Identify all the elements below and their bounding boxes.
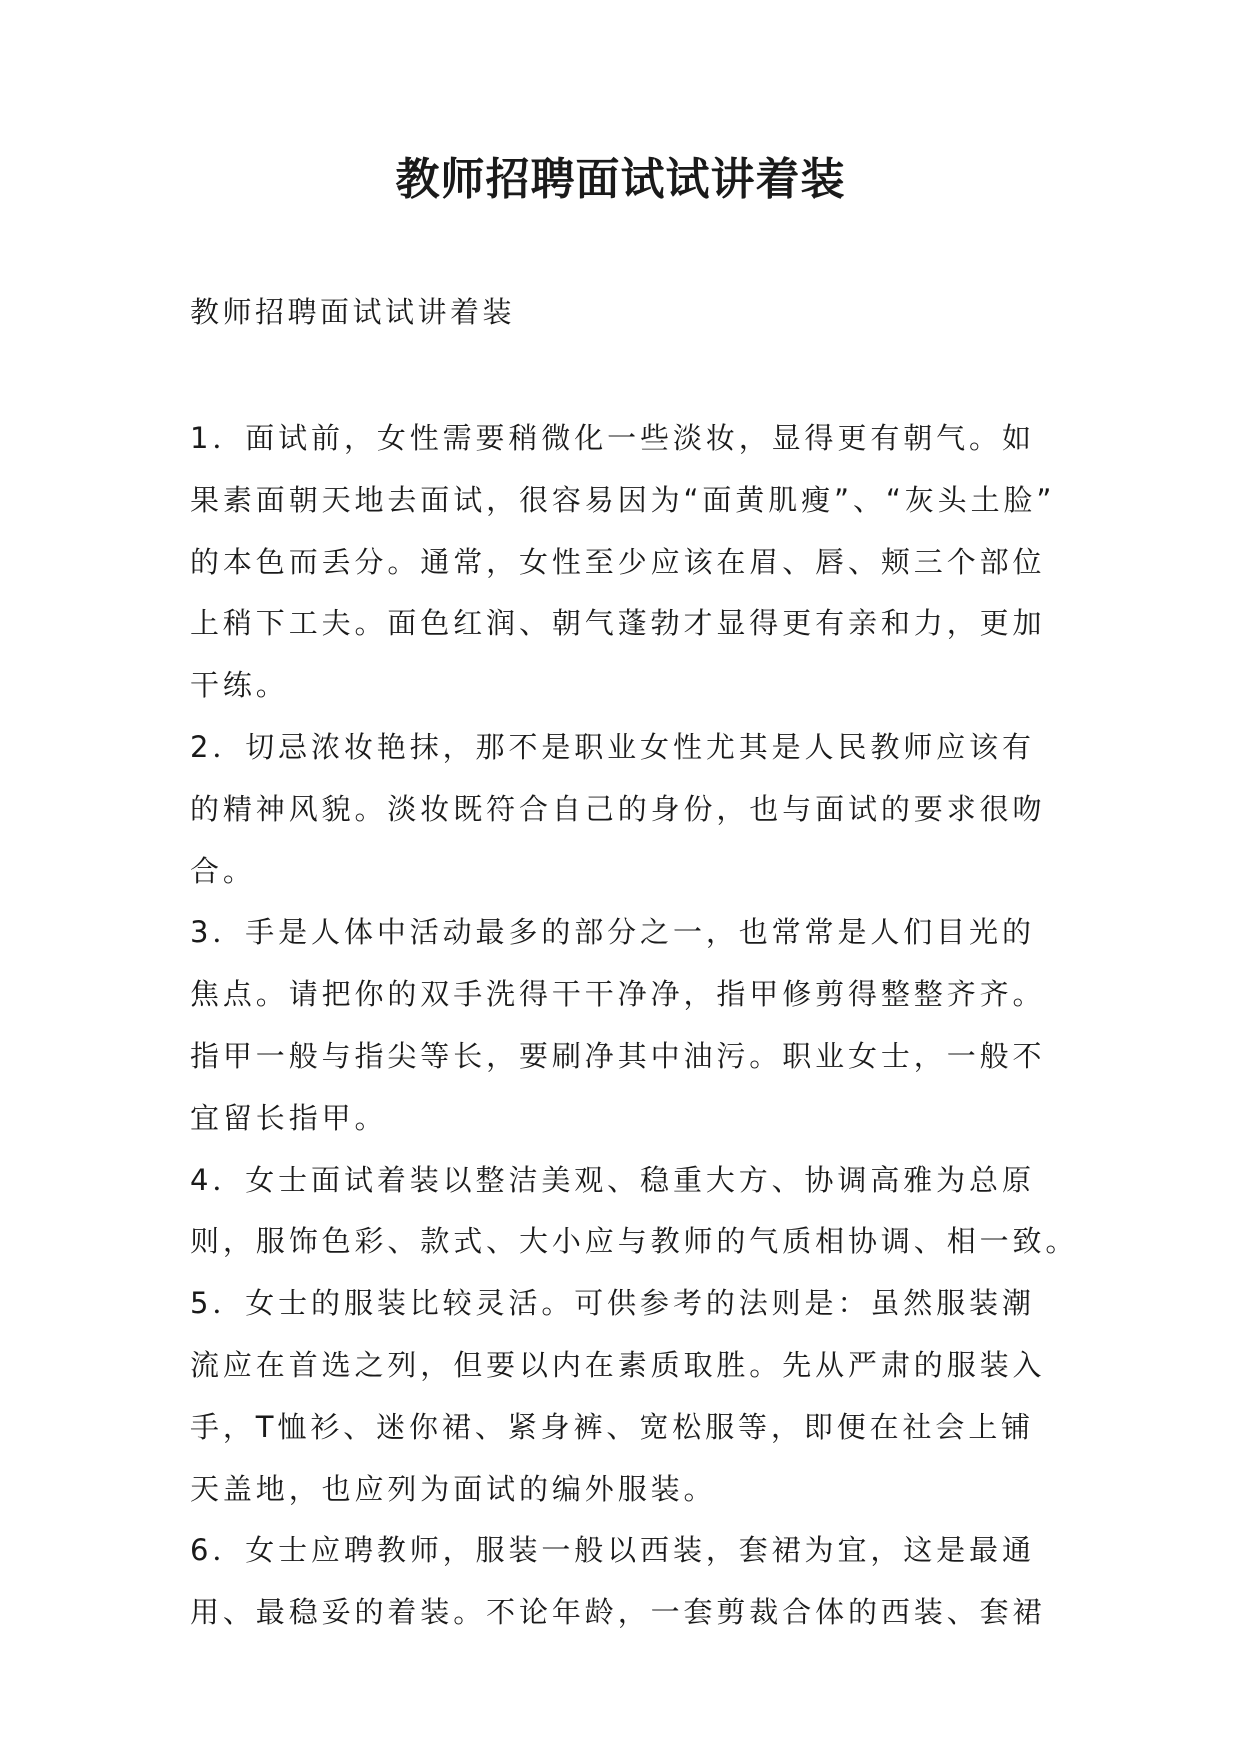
body-line: 手，T恤衫、迷你裙、紧身裤、宽松服等，即便在社会上铺 bbox=[190, 1409, 1035, 1444]
body-line: 的本色而丢分。通常，女性至少应该在眉、唇、颊三个部位 bbox=[190, 544, 1046, 579]
body-line: 3．手是人体中活动最多的部分之一，也常常是人们目光的 bbox=[190, 915, 1035, 950]
body-line: 焦点。请把你的双手洗得干干净净，指甲修剪得整整齐齐。 bbox=[190, 977, 1046, 1012]
body-line: 的精神风貌。淡妆既符合自己的身份，也与面试的要求很吻 bbox=[190, 791, 1046, 826]
body-line: 1．面试前，女性需要稍微化一些淡妆，显得更有朝气。如 bbox=[190, 421, 1035, 455]
body-line: 4．女士面试着装以整洁美观、稳重大方、协调高雅为总原 bbox=[190, 1162, 1035, 1197]
body-line: 天盖地，也应列为面试的编外服装。 bbox=[190, 1471, 717, 1506]
body-line: 指甲一般与指尖等长，要刷净其中油污。职业女士，一般不 bbox=[190, 1038, 1046, 1073]
body-line: 宜留长指甲。 bbox=[190, 1100, 388, 1135]
body-line: 合。 bbox=[190, 853, 256, 888]
body-line: 6．女士应聘教师，服装一般以西装，套裙为宜，这是最通 bbox=[190, 1533, 1035, 1568]
body-line: 则，服饰色彩、款式、大小应与教师的气质相协调、相一致。 bbox=[190, 1224, 1079, 1259]
body-line: 用、最稳妥的着装。不论年龄，一套剪裁合体的西装、套裙 bbox=[190, 1595, 1046, 1630]
document-body bbox=[190, 408, 1090, 1644]
body-line: 干练。 bbox=[190, 668, 289, 703]
body-line: 5．女士的服装比较灵活。可供参考的法则是：虽然服装潮 bbox=[190, 1286, 1035, 1321]
body-line: 上稍下工夫。面色红润、朝气蓬勃才显得更有亲和力，更加 bbox=[190, 606, 1046, 641]
body-line: 流应在首选之列，但要以内在素质取胜。先从严肃的服装入 bbox=[190, 1347, 1046, 1382]
document-subtitle: 教师招聘面试试讲着装 bbox=[190, 295, 516, 329]
body-line: 2．切忌浓妆艳抹，那不是职业女性尤其是人民教师应该有 bbox=[190, 729, 1035, 764]
document-title: 教师招聘面试试讲着装 bbox=[395, 154, 846, 205]
body-line: 果素面朝天地去面试，很容易因为“面黄肌瘦”、“灰头土脸” bbox=[190, 482, 1056, 517]
